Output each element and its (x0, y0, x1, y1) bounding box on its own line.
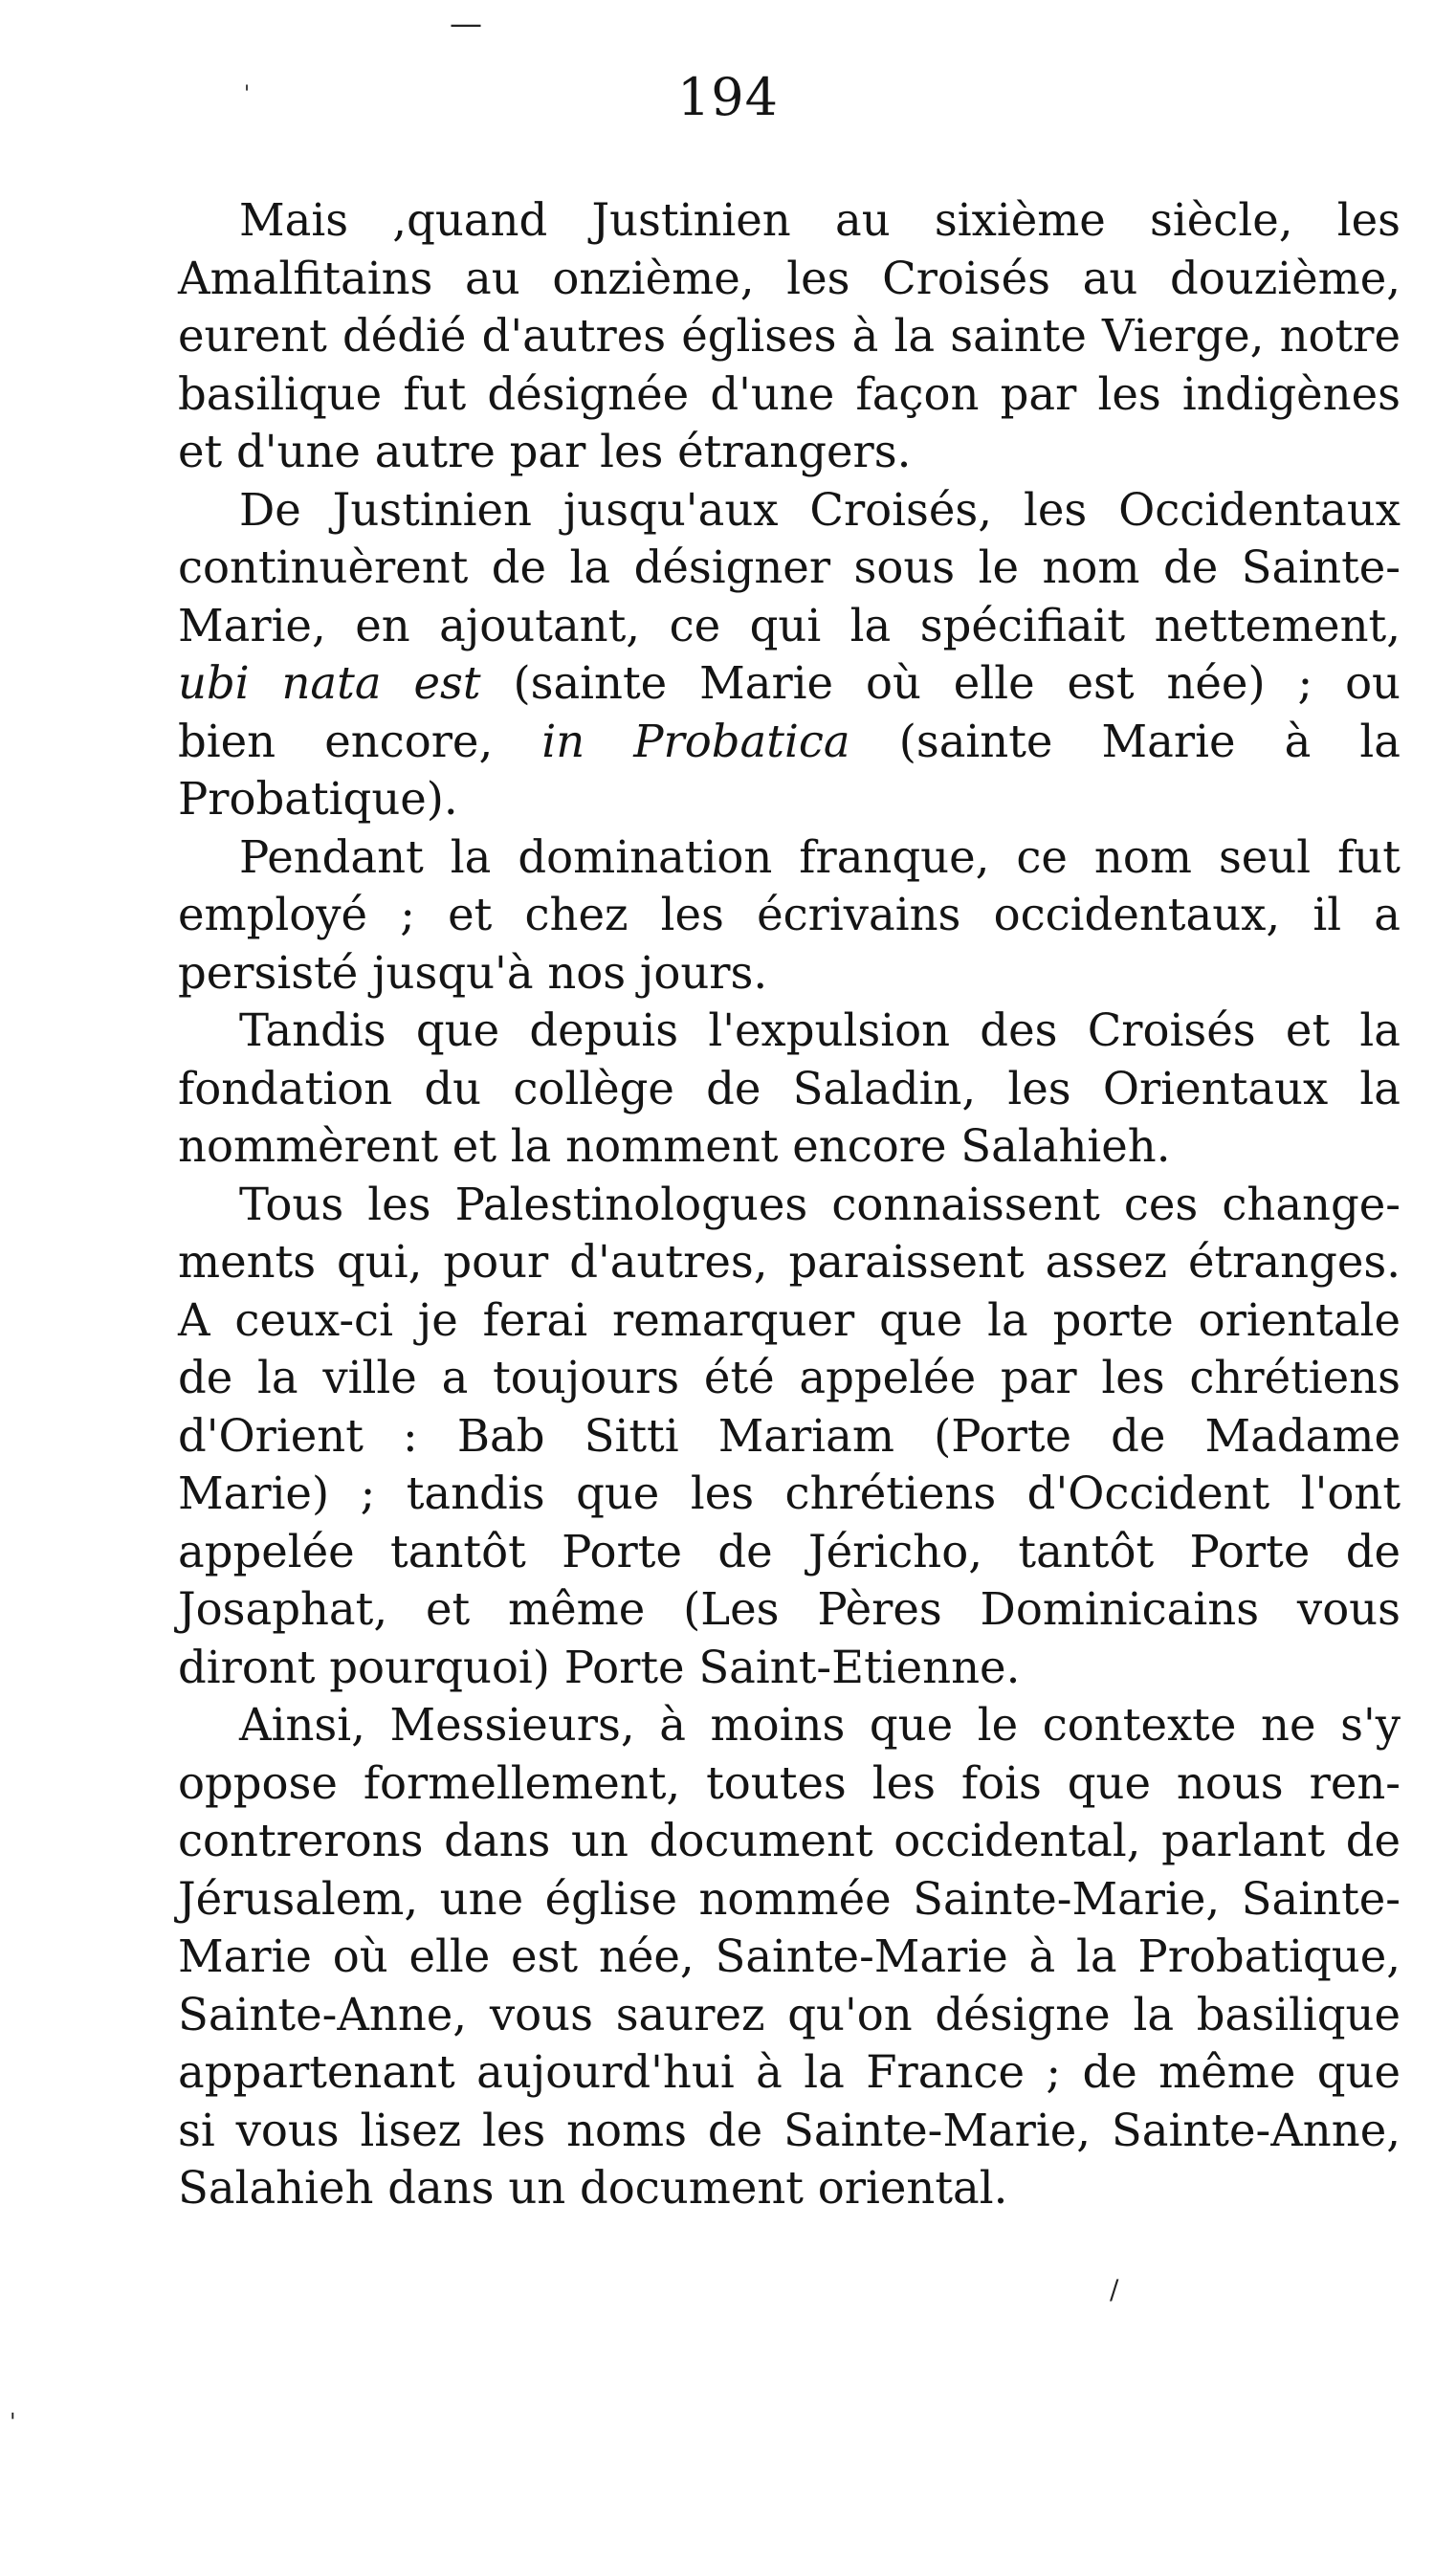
text-line: diront pourquoi) Porte Saint-Etienne. (178, 1641, 1021, 1693)
text-line-mixed (178, 713, 1401, 771)
text-line: Josaphat, et même (Les Pères Dominicains vous (178, 1583, 1401, 1635)
text-line: Sainte-Anne, vous saurez qu'on désigne la basilique (178, 1988, 1401, 2040)
text-fragment: (sainte Marie où elle est née) ; ou (513, 657, 1401, 709)
text-line: Marie) ; tandis que les chrétiens d'Occident l'ont (178, 1467, 1401, 1519)
body-text (178, 191, 1401, 2217)
text-line: employé ; et chez les écrivains occidentaux, il a (178, 889, 1401, 940)
text-line: Ainsi, Messieurs, à moins que le contexte ne s'y (239, 1699, 1401, 1751)
stray-mark: ' (244, 82, 251, 106)
text-line: nommèrent et la nomment encore Salahieh. (178, 1120, 1171, 1172)
text-line: de la ville a toujours été appelée par les chrétiens (178, 1352, 1401, 1403)
text-line: oppose formellement, toutes les fois que nous ren- (178, 1756, 1401, 1809)
stray-mark: — (450, 5, 482, 43)
text-line: Jérusalem, une église nommée Sainte-Marie, Sainte- (178, 1872, 1401, 1925)
italic-phrase: ubi nata est (178, 657, 481, 709)
text-line: ments qui, pour d'autres, paraissent assez étranges. (178, 1236, 1401, 1288)
text-line: basilique fut désignée d'une façon par les indigènes (178, 367, 1401, 420)
text-line: eurent dédié d'autres églises à la sainte Vierge, notre (178, 310, 1401, 362)
text-fragment: bien encore, (178, 715, 494, 767)
text-line: et d'une autre par les étrangers. (178, 426, 912, 477)
text-fragment: (sainte Marie à la (898, 715, 1401, 767)
text-line: De Justinien jusqu'aux Croisés, les Occidentaux (239, 483, 1401, 536)
page-number: 194 (676, 67, 780, 127)
text-line: Marie où elle est née, Sainte-Marie à la Probatique, (178, 1930, 1401, 1982)
italic-phrase: in Probatica (541, 715, 850, 767)
text-line: Marie, en ajoutant, ce qui la spécifiait nettement, (178, 599, 1401, 651)
text-line: continuèrent de la désigner sous le nom de Sainte- (178, 541, 1401, 593)
text-line: persisté jusqu'à nos jours. (178, 946, 768, 999)
text-line: Tandis que depuis l'expulsion des Croisés et la (239, 1004, 1401, 1056)
text-line: Mais ,quand Justinien au sixième siècle, les (239, 194, 1401, 246)
text-line: A ceux-ci je ferai remarquer que la porte orientale (178, 1293, 1401, 1346)
text-line: fondation du collège de Saladin, les Orientaux la (178, 1062, 1401, 1114)
text-line-mixed (178, 654, 1401, 713)
text-line: Probatique). (178, 773, 458, 825)
text-line: d'Orient : Bab Sitti Mariam (Porte de Madame (178, 1409, 1401, 1462)
text-line: contrerons dans un document occidental, parlant de (178, 1815, 1401, 1866)
text-line: Tous les Palestinologues connaissent ces change- (239, 1178, 1401, 1230)
text-line: Pendant la domination franque, ce nom seul fut (239, 830, 1401, 883)
stray-mark: ' (10, 2409, 16, 2436)
text-line: Amalfitains au onzième, les Croisés au douzième, (178, 252, 1401, 304)
text-line: appartenant aujourd'hui à la France ; de même que (178, 2046, 1401, 2098)
text-line: Salahieh dans un document oriental. (178, 2162, 1008, 2214)
stray-mark: / (1110, 2274, 1119, 2305)
text-line: si vous lisez les noms de Sainte-Marie, Sainte-Anne, (178, 2104, 1401, 2156)
text-line: appelée tantôt Porte de Jéricho, tantôt Porte de (178, 1525, 1401, 1577)
